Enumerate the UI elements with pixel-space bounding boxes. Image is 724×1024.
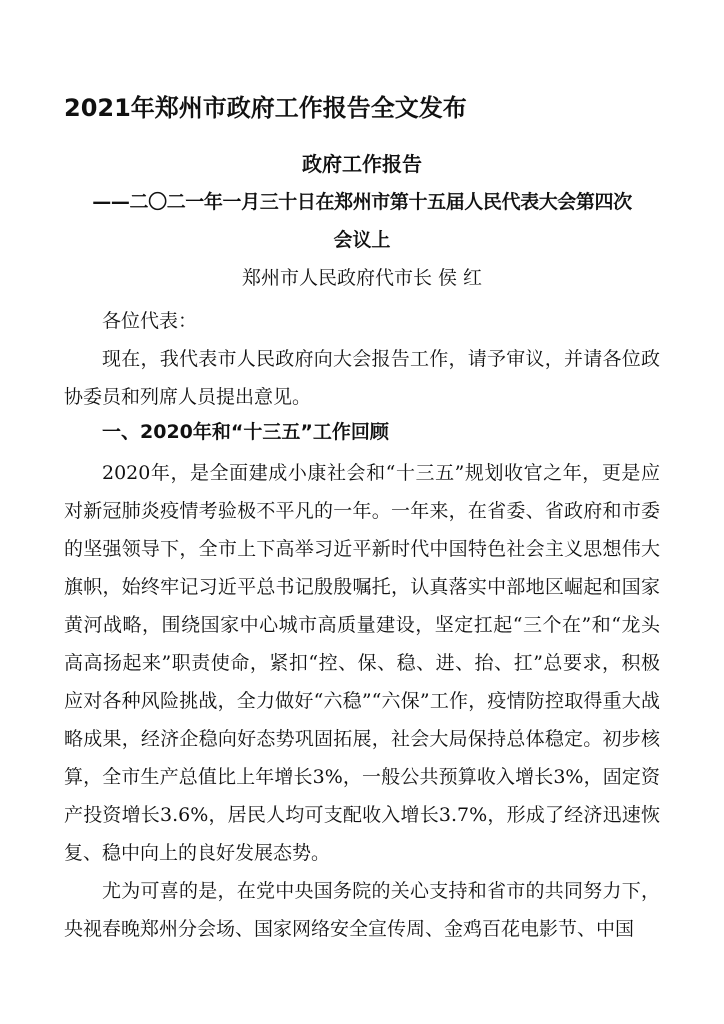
- occasion-line-2: 会议上: [333, 229, 391, 251]
- author-line: 郑州市人民政府代市长 侯 红: [241, 267, 483, 289]
- review-paragraph: 2020年，是全面建成小康社会和“十三五”规划收官之年，更是应对新冠肺炎疫情考验极不平凡的一年。一年来，在省委、省政府和市委的坚强领导下，全市上下高举习近平新时代中国特色社会主义思想伟大旗帜，始终牢记习近平总书记殷殷嘱托，认真落实中部地区崛起和国家黄河战略，围绕国家中心城市高质量建设，坚定扛起“三个在”和“龙头高高扬起来”职责使命，紧扣“控、保、稳、进、抬、扛”总要求，积极应对各种风险挑战，全力做好“六稳”“六保”工作，疫情防控取得重大战略成果，经济企稳向好态势巩固拓展，社会大局保持总体稳定。初步核算，全市生产总值比上年增长3%，一般公共预算收入增长3%，固定资产投资增长3.6%，居民人均可支配收入增长3.7%，形成了经济迅速恢复、稳中向上的良好发展态势。: [64, 462, 660, 864]
- section-heading: 一、2020年和“十三五”工作回顾: [102, 421, 389, 443]
- highlight-paragraph: 尤为可喜的是，在党中央国务院的关心支持和省市的共同努力下，央视春晚郑州分会场、国家网络安全宣传周、金鸡百花电影节、中国: [64, 880, 660, 940]
- document-title: 2021年郑州市政府工作报告全文发布: [64, 94, 467, 122]
- occasion-line-1: ——二〇二一年一月三十日在郑州市第十五届人民代表大会第四次: [92, 191, 632, 213]
- greeting: 各位代表：: [102, 310, 198, 332]
- report-subtitle: 政府工作报告: [302, 152, 422, 176]
- intro-paragraph: 现在，我代表市人民政府向大会报告工作，请予审议，并请各位政协委员和列席人员提出意见。: [64, 348, 660, 408]
